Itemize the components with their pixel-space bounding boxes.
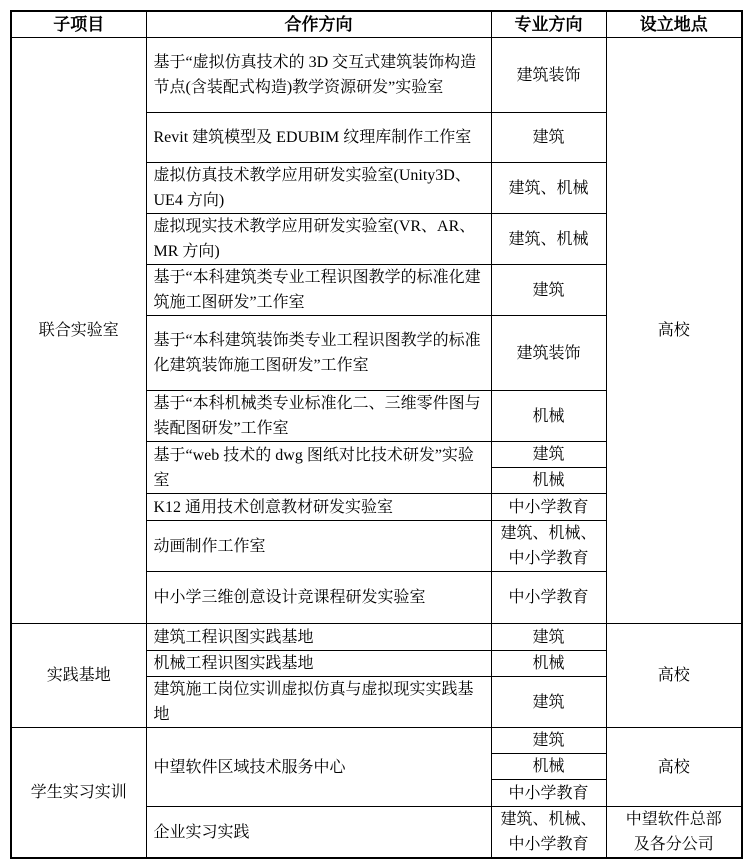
- cooperation-cell: 机械工程识图实践基地: [146, 651, 491, 677]
- major-cell: 建筑: [491, 113, 606, 163]
- cooperation-cell: 虚拟仿真技术教学应用研发实验室(Unity3D、UE4 方向): [146, 163, 491, 214]
- major-cell: 建筑、机械、中小学教育: [491, 807, 606, 859]
- major-cell: 建筑、机械: [491, 214, 606, 265]
- cooperation-cell: 中望软件区域技术服务中心: [146, 728, 491, 807]
- table-row: [11, 38, 742, 113]
- table-row: [11, 728, 742, 754]
- cooperation-cell: 基于“web 技术的 dwg 图纸对比技术研发”实验室: [146, 442, 491, 494]
- major-cell: 机械: [491, 651, 606, 677]
- cooperation-cell: 基于“虚拟仿真技术的 3D 交互式建筑装饰构造节点(含装配式构造)教学资源研发”实验室: [146, 38, 491, 113]
- cooperation-cell: K12 通用技术创意教材研发实验室: [146, 494, 491, 521]
- header-row: [11, 11, 742, 38]
- table-row: [11, 624, 742, 651]
- major-cell: 机械: [491, 391, 606, 442]
- major-cell: 建筑: [491, 265, 606, 316]
- cooperation-cell: 动画制作工作室: [146, 521, 491, 572]
- major-cell: 建筑装饰: [491, 38, 606, 113]
- major-cell: 中小学教育: [491, 780, 606, 807]
- location-cell: 高校: [606, 728, 742, 807]
- cooperation-cell: 基于“本科机械类专业标准化二、三维零件图与装配图研发”工作室: [146, 391, 491, 442]
- header-major: 专业方向: [491, 11, 606, 38]
- section-label: 实践基地: [11, 624, 146, 728]
- header-sub-project: 子项目: [11, 11, 146, 38]
- major-cell: 建筑装饰: [491, 316, 606, 391]
- location-cell: 中望软件总部及各分公司: [606, 807, 742, 859]
- location-cell: 高校: [606, 624, 742, 728]
- section-label: 学生实习实训: [11, 728, 146, 859]
- major-cell: 建筑: [491, 677, 606, 728]
- major-cell: 中小学教育: [491, 572, 606, 624]
- cooperation-cell: 虚拟现实技术教学应用研发实验室(VR、AR、MR 方向): [146, 214, 491, 265]
- major-cell: 机械: [491, 468, 606, 494]
- cooperation-cell: 建筑施工岗位实训虚拟仿真与虚拟现实实践基地: [146, 677, 491, 728]
- major-cell: 建筑、机械: [491, 163, 606, 214]
- major-cell: 建筑: [491, 728, 606, 754]
- cooperation-cell: 建筑工程识图实践基地: [146, 624, 491, 651]
- major-cell: 建筑、机械、中小学教育: [491, 521, 606, 572]
- cooperation-cell: Revit 建筑模型及 EDUBIM 纹理库制作工作室: [146, 113, 491, 163]
- header-cooperation: 合作方向: [146, 11, 491, 38]
- cooperation-cell: 中小学三维创意设计竞课程研发实验室: [146, 572, 491, 624]
- cooperation-projects-table: [10, 10, 743, 859]
- cooperation-cell: 企业实习实践: [146, 807, 491, 859]
- major-cell: 机械: [491, 754, 606, 780]
- major-cell: 建筑: [491, 624, 606, 651]
- header-location: 设立地点: [606, 11, 742, 38]
- cooperation-cell: 基于“本科建筑类专业工程识图教学的标准化建筑施工图研发”工作室: [146, 265, 491, 316]
- major-cell: 建筑: [491, 442, 606, 468]
- major-cell: 中小学教育: [491, 494, 606, 521]
- location-cell: 高校: [606, 38, 742, 624]
- section-label: 联合实验室: [11, 38, 146, 624]
- cooperation-cell: 基于“本科建筑装饰类专业工程识图教学的标准化建筑装饰施工图研发”工作室: [146, 316, 491, 391]
